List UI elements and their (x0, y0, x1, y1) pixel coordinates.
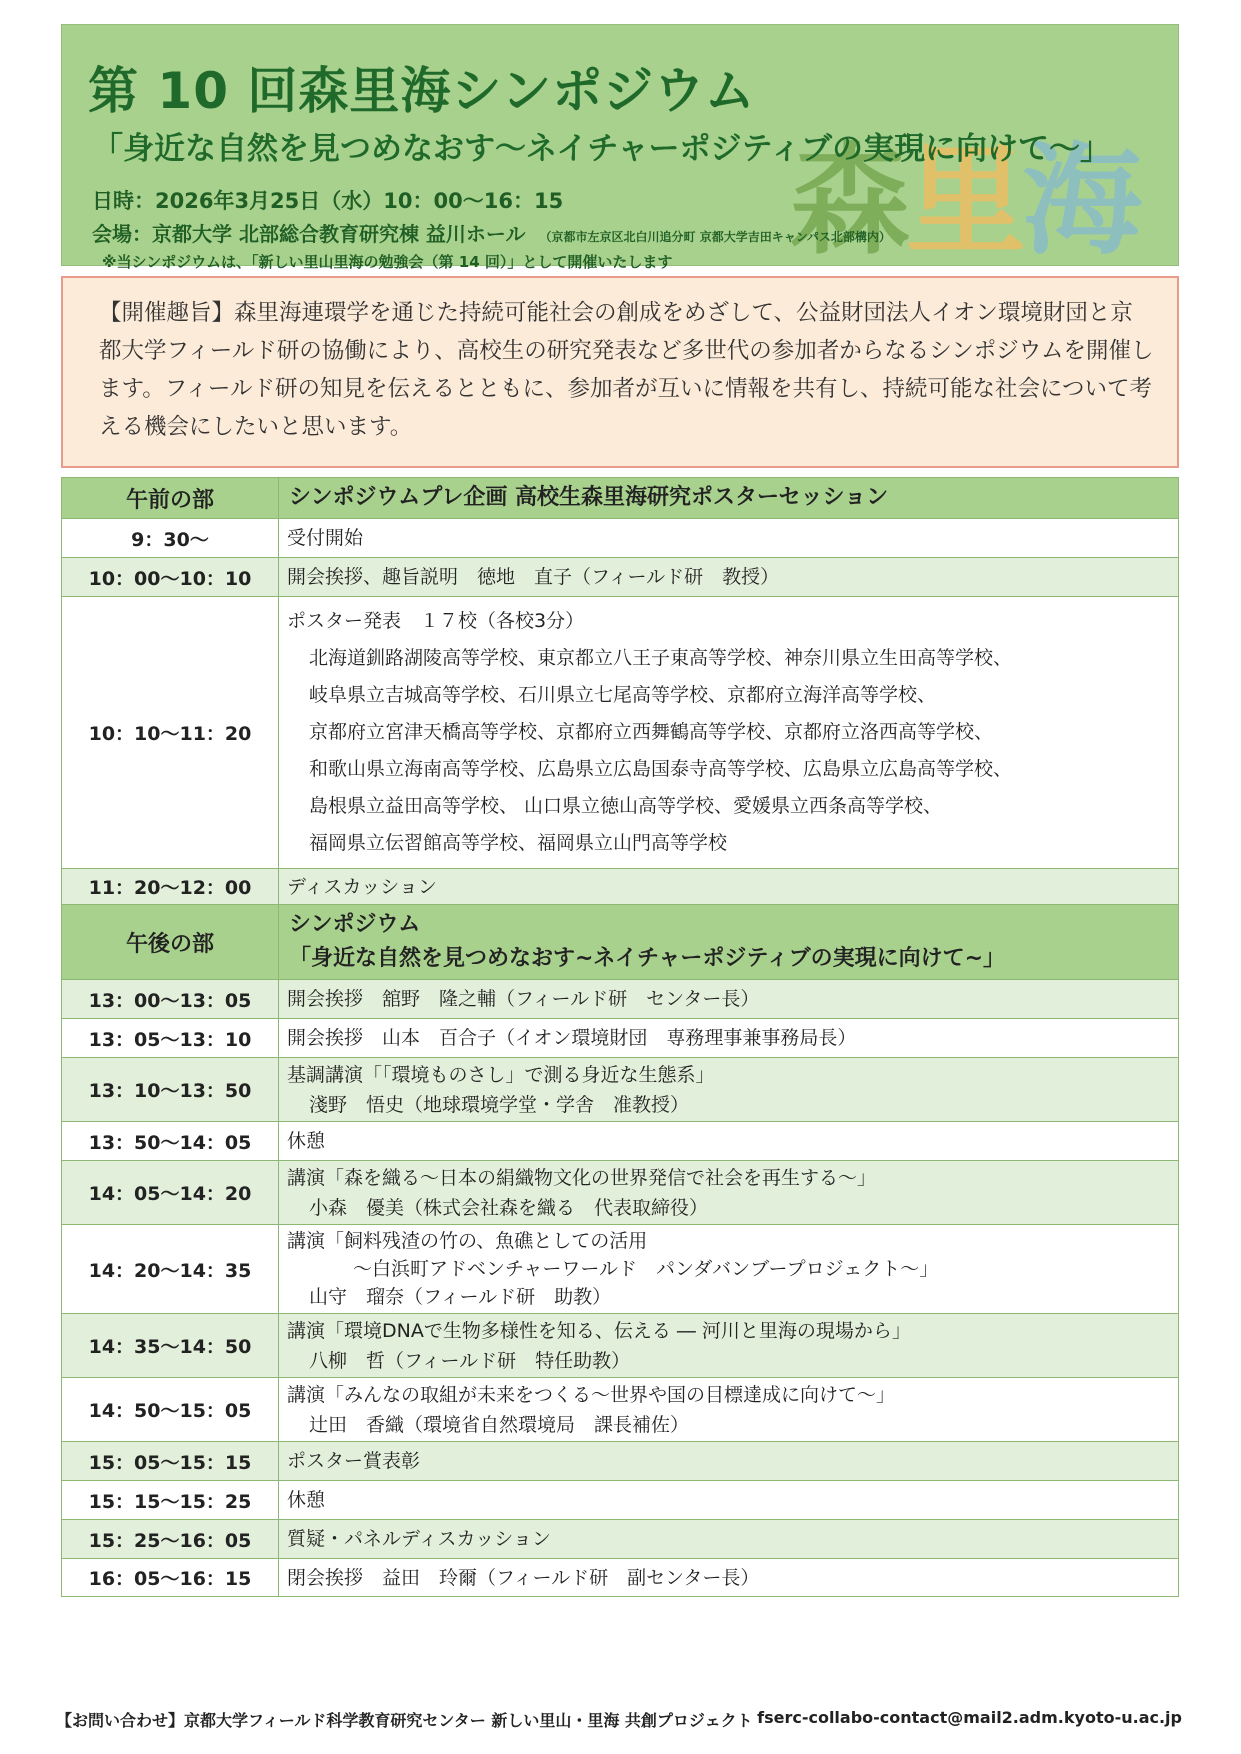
row-time: 13：05～13：10 (62, 1019, 279, 1058)
section-heading: シンポジウムプレ企画 高校生森里海研究ポスターセッション (279, 478, 1179, 519)
row-time: 15：25～16：05 (62, 1520, 279, 1559)
footer-email[interactable]: fserc-collabo-contact@mail2.adm.kyoto-u.ac.jp (757, 1708, 1182, 1727)
table-row (62, 1520, 1179, 1559)
afternoon-section-header (62, 905, 1179, 980)
section-heading: シンポジウム 「身近な自然を見つめなおす~ネイチャーポジティブの実現に向けて~」 (279, 905, 1179, 980)
event-note: ※当シンポジウムは、「新しい里山里海の勉強会（第 14 回）」として開催いたします (102, 253, 673, 271)
header-banner (61, 24, 1179, 271)
row-description: 休憩 (279, 1122, 1179, 1161)
morning-section-header (62, 478, 1179, 519)
row-description: 開会挨拶 舘野 隆之輔（フィールド研 センター長） (279, 980, 1179, 1019)
row-description: 講演「みんなの取組が未来をつくる～世界や国の目標達成に向けて～」 辻田 香織（環境省自然環境局 課長補佐） (279, 1378, 1179, 1442)
row-time: 14：50～15：05 (62, 1378, 279, 1442)
footer (56, 1708, 1182, 1731)
row-description: 受付開始 (279, 519, 1179, 558)
table-row (62, 558, 1179, 597)
event-date: 日時：2026年3月25日（水）10：00～16：15 (92, 189, 564, 213)
row-description: ポスター発表 １７校（各校3分） 北海道釧路湖陵高等学校、東京都立八王子東高等学校、神奈川県立生田高等学校、 岐阜県立吉城高等学校、石川県立七尾高等学校、京都府立海洋高等学校、 京都府立宮津天橋高等学校、京都府立西舞鶴高等学校、京都府立洛西高等学校、 和歌山県立海南高等学校、広島県立広島国泰寺高等学校、広島県立広島高等学校、 島根県立益田高等学校、 山口県立徳山高等学校、愛媛県立西条高等学校、 福岡県立伝習館高等学校、福岡県立山門高等学校 (279, 597, 1179, 869)
row-description: 開会挨拶 山本 百合子（イオン環境財団 専務理事兼事務局長） (279, 1019, 1179, 1058)
row-time: 10：00～10：10 (62, 558, 279, 597)
table-row (62, 1481, 1179, 1520)
table-row (62, 1058, 1179, 1122)
event-venue: 会場：京都大学 北部総合教育研究棟 益川ホール （京都市左京区北白川追分町 京都大学吉田キャンパス北部構内） (92, 222, 891, 246)
row-time: 15：05～15：15 (62, 1442, 279, 1481)
table-row (62, 1559, 1179, 1597)
row-time: 15：15～15：25 (62, 1481, 279, 1520)
footer-contact: 【お問い合わせ】京都大学フィールド科学教育研究センター 新しい里山・里海 共創プロジェクト (56, 1711, 753, 1730)
table-row (62, 1225, 1179, 1314)
section-label: 午後の部 (62, 905, 279, 980)
page-subtitle: 「身近な自然を見つめなおす～ネイチャーポジティブの実現に向けて～」 (92, 131, 1111, 167)
row-time: 14：20～14：35 (62, 1225, 279, 1314)
row-description: 開会挨拶、趣旨説明 徳地 直子（フィールド研 教授） (279, 558, 1179, 597)
table-row (62, 597, 1179, 869)
schedule-table (61, 477, 1179, 1597)
table-row (62, 1019, 1179, 1058)
purpose-box: 【開催趣旨】森里海連環学を通じた持続可能社会の創成をめざして、公益財団法人イオン環境財団と京都大学フィールド研の協働により、高校生の研究発表など多世代の参加者からなるシンポジウムを開催します。フィールド研の知見を伝えるとともに、参加者が互いに情報を共有し、持続可能な社会について考える機会にしたいと思います。 (61, 276, 1179, 468)
row-time: 9：30～ (62, 519, 279, 558)
watermark-logo: 森里海 (790, 132, 1138, 271)
table-row (62, 519, 1179, 558)
row-description: 閉会挨拶 益田 玲爾（フィールド研 副センター長） (279, 1559, 1179, 1597)
row-time: 11：20～12：00 (62, 869, 279, 905)
row-time: 10：10～11：20 (62, 597, 279, 869)
section-label: 午前の部 (62, 478, 279, 519)
row-description: 講演「森を織る～日本の絹織物文化の世界発信で社会を再生する～」 小森 優美（株式会社森を織る 代表取締役） (279, 1161, 1179, 1225)
table-row (62, 1161, 1179, 1225)
row-time: 13：10～13：50 (62, 1058, 279, 1122)
table-row (62, 1122, 1179, 1161)
row-description: 質疑・パネルディスカッション (279, 1520, 1179, 1559)
table-row (62, 980, 1179, 1019)
venue-address: （京都市左京区北白川追分町 京都大学吉田キャンパス北部構内） (539, 230, 891, 244)
row-description: 基調講演「「環境ものさし」で測る身近な生態系」 淺野 悟史（地球環境学堂・学舎 准教授） (279, 1058, 1179, 1122)
row-time: 14：35～14：50 (62, 1314, 279, 1378)
page-title: 第 10 回森里海シンポジウム (88, 62, 756, 120)
table-row (62, 1442, 1179, 1481)
table-row (62, 1314, 1179, 1378)
table-row (62, 869, 1179, 905)
row-description: ディスカッション (279, 869, 1179, 905)
row-time: 16：05～16：15 (62, 1559, 279, 1597)
row-description: 休憩 (279, 1481, 1179, 1520)
row-description: 講演「環境DNAで生物多様性を知る、伝える ― 河川と里海の現場から」 八柳 哲（フィールド研 特任助教） (279, 1314, 1179, 1378)
row-description: 講演「飼料残渣の竹の、魚礁としての活用 ～白浜町アドベンチャーワールド パンダバンブープロジェクト～」 山守 瑠奈（フィールド研 助教） (279, 1225, 1179, 1314)
row-time: 14：05～14：20 (62, 1161, 279, 1225)
table-row (62, 1378, 1179, 1442)
row-time: 13：50～14：05 (62, 1122, 279, 1161)
row-time: 13：00～13：05 (62, 980, 279, 1019)
row-description: ポスター賞表彰 (279, 1442, 1179, 1481)
